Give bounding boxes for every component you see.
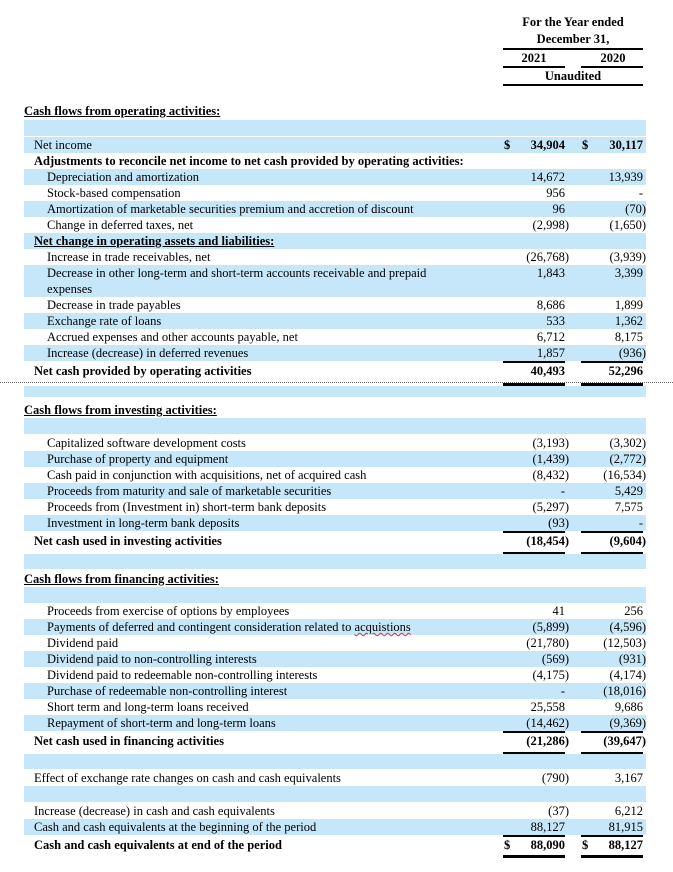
- table-row-beginning-cash: Cash and cash equivalents at the beginning of the period 88,127 81,915: [24, 819, 646, 835]
- period-date: December 31,: [536, 32, 610, 46]
- table-row: Short term and long-term loans received 25,558 9,686: [47, 700, 643, 714]
- period-title: For the Year ended: [522, 15, 624, 29]
- table-row: Cash paid in conjunction with acquisitions, net of acquired cash (8,432) (16,534): [47, 468, 646, 482]
- subheading-adjustments: Adjustments to reconcile net income to net cash provided by operating activities:: [34, 154, 464, 168]
- currency-symbol: $: [504, 838, 511, 852]
- total-rule: [581, 855, 643, 858]
- table-row: Dividend paid to non-controlling interests (569) (931): [24, 651, 646, 667]
- table-row: Repayment of short-term and long-term loans (14,462) (9,369): [24, 715, 646, 731]
- table-row-fx-effect: Effect of exchange rate changes on cash and cash equivalents (790) 3,167: [34, 771, 643, 785]
- table-row-net-change: Increase (decrease) in cash and cash equivalents (37) 6,212: [34, 804, 643, 818]
- total-row-ending-cash: Cash and cash equivalents at end of the period $ 88,090 $ 88,127: [34, 838, 643, 852]
- table-row: Decrease in other long-term and short-term accounts receivable and prepaid expenses 1,843 3,399: [24, 265, 646, 297]
- table-row: Exchange rate of loans 533 1,362: [24, 313, 646, 329]
- total-row-financing: Net cash used in financing activities (21,286) (39,647): [34, 734, 646, 748]
- total-row-operating: Net cash provided by operating activities 40,493 52,296: [34, 364, 643, 378]
- spacer-row: [24, 418, 646, 434]
- table-row: Decrease in trade payables 8,686 1,899: [47, 298, 643, 312]
- table-row: Purchase of property and equipment (1,439) (2,772): [24, 451, 646, 467]
- table-row: Payments of deferred and contingent consideration related to acquistions (5,899) (4,596): [24, 619, 646, 635]
- table-row: Amortization of marketable securities premium and accretion of discount 96 (70): [24, 201, 646, 217]
- table-row: Proceeds from maturity and sale of marketable securities - 5,429: [24, 483, 646, 499]
- spacer-row: [24, 554, 646, 569]
- table-row: Dividend paid to redeemable non-controlling interests (4,175) (4,174): [47, 668, 646, 682]
- currency-symbol: $: [582, 138, 589, 152]
- section-heading-operating: Cash flows from operating activities:: [24, 104, 221, 118]
- spacer-row: [24, 386, 646, 397]
- table-row: Depreciation and amortization 14,672 13,939: [24, 169, 646, 185]
- subheading-net-change: Net change in operating assets and liabilities:: [24, 233, 646, 249]
- table-row: Accrued expenses and other accounts payable, net 6,712 8,175: [47, 330, 643, 344]
- table-row-net-income: Net income $ 34,904 $ 30,117: [24, 137, 646, 153]
- table-row: Purchase of redeemable non-controlling interest - (18,016): [24, 683, 646, 699]
- section-heading-investing: Cash flows from investing activities:: [24, 403, 217, 417]
- table-row: Change in deferred taxes, net (2,998) (1,650): [47, 218, 646, 232]
- audit-status: Unaudited: [544, 69, 602, 83]
- year-2020-header: 2020: [600, 51, 626, 65]
- header-bottom-rule: [503, 84, 643, 86]
- table-row: Proceeds from exercise of options by employees 41 256: [47, 604, 643, 618]
- table-row: Stock-based compensation 956 -: [47, 186, 643, 200]
- table-row: Capitalized software development costs (3,193) (3,302): [47, 436, 646, 450]
- total-row-investing: Net cash used in investing activities (18,454) (9,604): [34, 534, 646, 548]
- spacer-row: [24, 754, 646, 769]
- currency-symbol: $: [504, 138, 511, 152]
- table-row: Dividend paid (21,780) (12,503): [47, 636, 646, 650]
- spacer-row: [24, 120, 646, 136]
- column-header: [0, 0, 673, 90]
- total-rule: [503, 855, 565, 858]
- spellcheck-flagged-word[interactable]: acquistions: [354, 620, 411, 634]
- currency-symbol: $: [582, 838, 589, 852]
- spacer-row: [24, 587, 646, 603]
- spacer-row: [24, 786, 646, 802]
- table-row: Increase (decrease) in deferred revenues 1,857 (936): [24, 345, 646, 361]
- table-row: Proceeds from (Investment in) short-term bank deposits (5,297) 7,575: [47, 500, 643, 514]
- year-2021-header: 2021: [521, 51, 547, 65]
- table-row: Increase in trade receivables, net (26,768) (3,939): [47, 250, 646, 264]
- page-break-divider: [0, 382, 673, 383]
- table-row: Investment in long-term bank deposits (93) -: [24, 515, 646, 531]
- section-heading-financing: Cash flows from financing activities:: [24, 572, 219, 586]
